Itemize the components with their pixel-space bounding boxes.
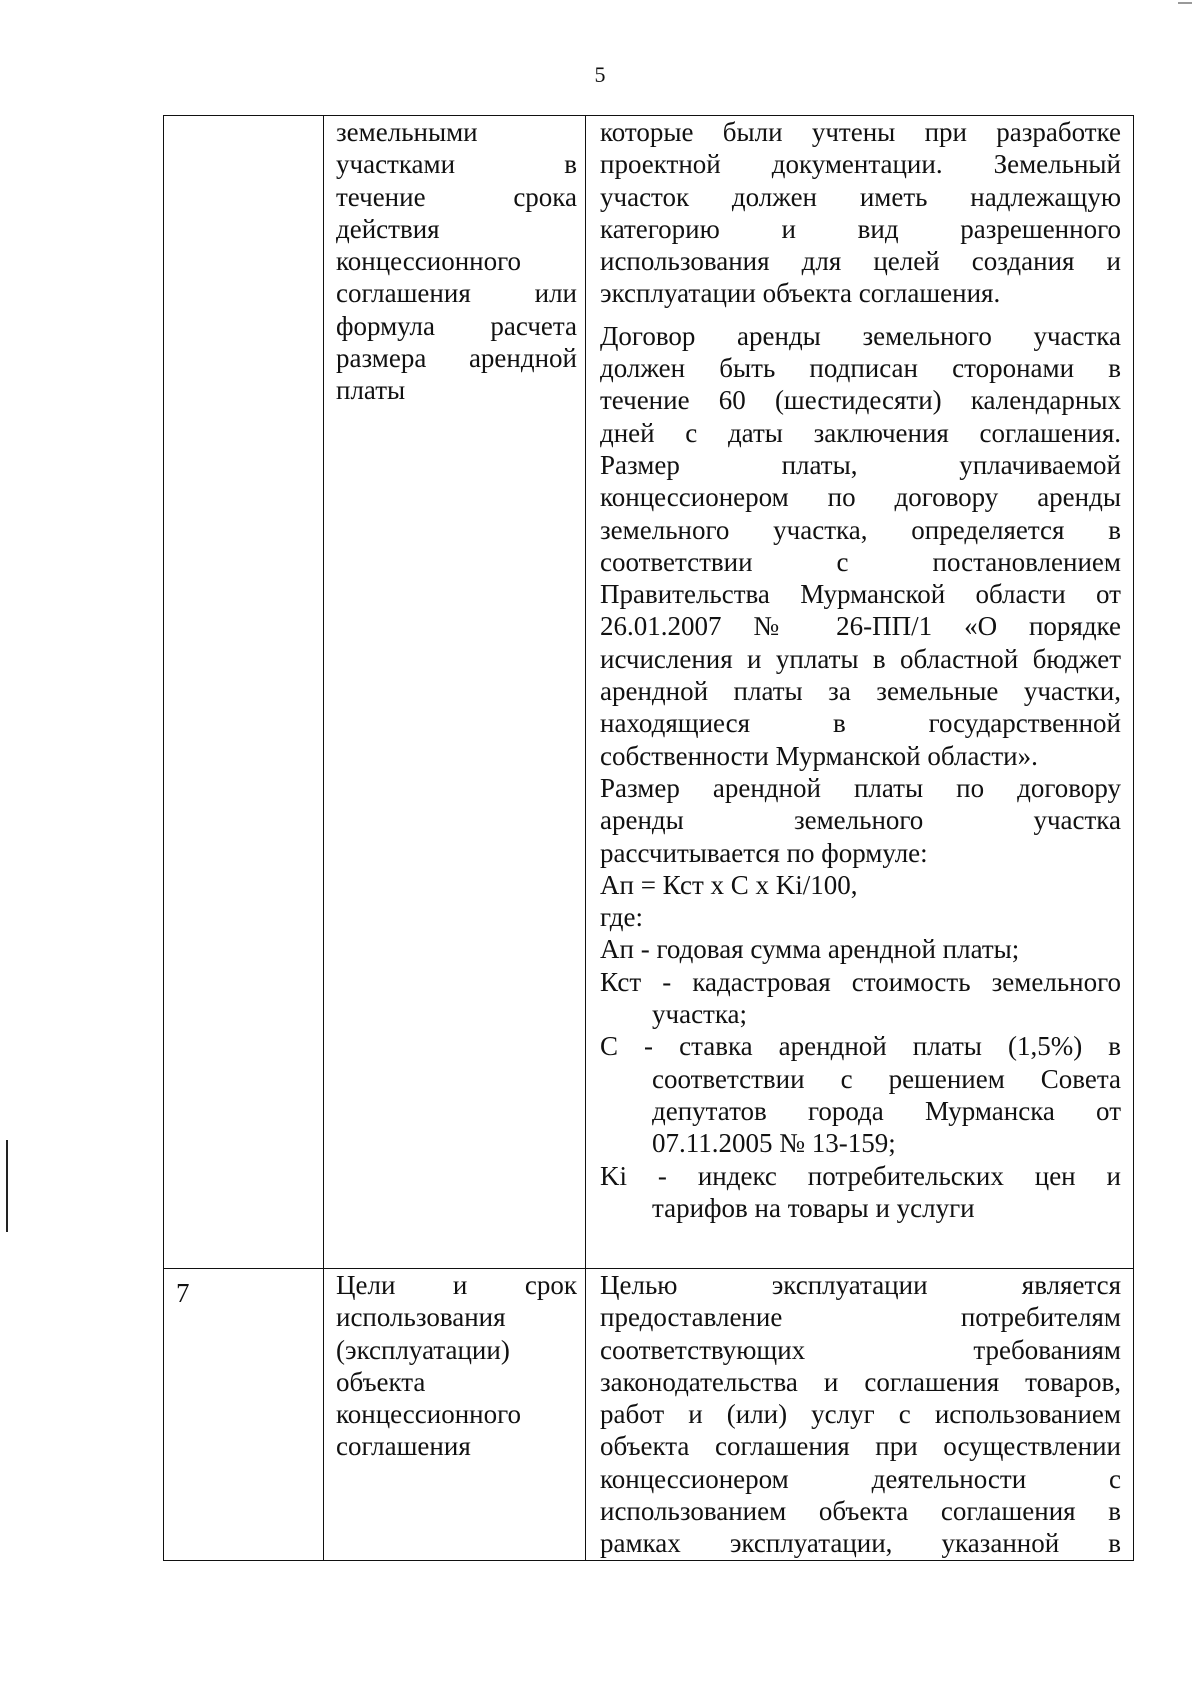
term-line: течение срока (336, 181, 577, 212)
content-line: Договор аренды земельного участка (600, 320, 1121, 351)
term-name-cell (324, 1269, 586, 1561)
content-line: Ап - годовая сумма арендной платы; (600, 934, 1020, 965)
content-line: участок должен иметь надлежащую (600, 181, 1121, 212)
table-row (164, 116, 1134, 1269)
term-line: концессионного (336, 246, 522, 277)
content-line: участка; (652, 999, 748, 1030)
content-line: Целью эксплуатации является (600, 1270, 1121, 1300)
content-line: объекта соглашения при осуществлении (600, 1431, 1121, 1462)
content-line: арендной платы за земельные участки, (600, 676, 1121, 707)
content-line: проектной документации. Земельный (600, 149, 1121, 180)
content-line: дней с даты заключения соглашения. (600, 417, 1121, 448)
content-line: депутатов города Мурманска от (652, 1095, 1121, 1126)
content-line: законодательства и соглашения товаров, (600, 1366, 1121, 1397)
content-line: Правительства Мурманской области от (600, 579, 1121, 610)
content-line: исчисления и уплаты в областной бюджет (600, 643, 1121, 674)
content-line: рамках эксплуатации, указанной в (600, 1528, 1121, 1559)
content-line: категорию и вид разрешенного (600, 213, 1121, 244)
content-line: которые были учтены при разработке (600, 117, 1121, 147)
row-number-cell (164, 116, 324, 1269)
content-line: рассчитывается по формуле: (600, 837, 928, 868)
term-line: Цели и срок (336, 1270, 577, 1300)
term-line: концессионного (336, 1399, 522, 1430)
term-content-cell (586, 116, 1134, 1269)
binding-mark (6, 1140, 8, 1232)
content-line: Ki - индекс потребительских цен и (600, 1160, 1121, 1191)
content-line: земельного участка, определяется в (600, 514, 1121, 545)
content-line: соответствии с постановлением (600, 546, 1121, 577)
concession-terms-table (163, 115, 1134, 1561)
term-line: (эксплуатации) (336, 1334, 510, 1365)
formula: Ап = Кст х С х Ki/100, (600, 869, 858, 900)
term-line: формула расчета (336, 310, 577, 341)
content-line: использования для целей создания и (600, 246, 1121, 277)
content-line: использованием объекта соглашения в (600, 1496, 1121, 1527)
term-name-cell (324, 116, 586, 1269)
content-line: концессионером по договору аренды (600, 482, 1121, 513)
content-line: предоставление потребителям (600, 1302, 1121, 1333)
content-line: 26.01.2007 № 26-ПП/1 «О порядке (600, 611, 1121, 642)
term-line: действия (336, 213, 440, 244)
term-line: объекта (336, 1366, 426, 1397)
scan-mark (1178, 2, 1192, 4)
page-number: 5 (594, 62, 606, 87)
term-line: соглашения или (336, 278, 577, 309)
content-line: соответствующих требованиям (600, 1334, 1121, 1365)
content-line: Кст - кадастровая стоимость земельного (600, 966, 1121, 997)
content-line: концессионером деятельности с (600, 1463, 1121, 1494)
term-line: соглашения (336, 1431, 471, 1462)
content-line: аренды земельного участка (600, 805, 1121, 836)
content-line: С - ставка арендной платы (1,5%) в (600, 1031, 1121, 1062)
content-line: тарифов на товары и услуги (652, 1192, 975, 1223)
table-row (164, 1269, 1134, 1561)
row-number-cell: 7 (164, 1269, 324, 1561)
content-line: 07.11.2005 № 13-159; (652, 1128, 896, 1159)
content-line: эксплуатации объекта соглашения. (600, 278, 1001, 309)
content-line: где: (600, 902, 643, 933)
content-line: собственности Мурманской области». (600, 740, 1038, 771)
term-content-cell (586, 1269, 1134, 1561)
term-line: использования (336, 1302, 506, 1333)
content-line: находящиеся в государственной (600, 708, 1121, 739)
content-line: работ и (или) услуг с использованием (600, 1399, 1121, 1430)
content-line: Размер платы, уплачиваемой (600, 449, 1121, 480)
term-line: платы (336, 375, 406, 406)
content-line: течение 60 (шестидесяти) календарных (600, 385, 1121, 416)
content-line: соответствии с решением Совета (652, 1063, 1121, 1094)
term-line: размера арендной (336, 343, 577, 374)
content-line: Размер арендной платы по договору (600, 772, 1121, 803)
term-line: участками в (336, 149, 577, 180)
term-line: земельными (336, 117, 478, 147)
content-line: должен быть подписан сторонами в (600, 353, 1121, 384)
